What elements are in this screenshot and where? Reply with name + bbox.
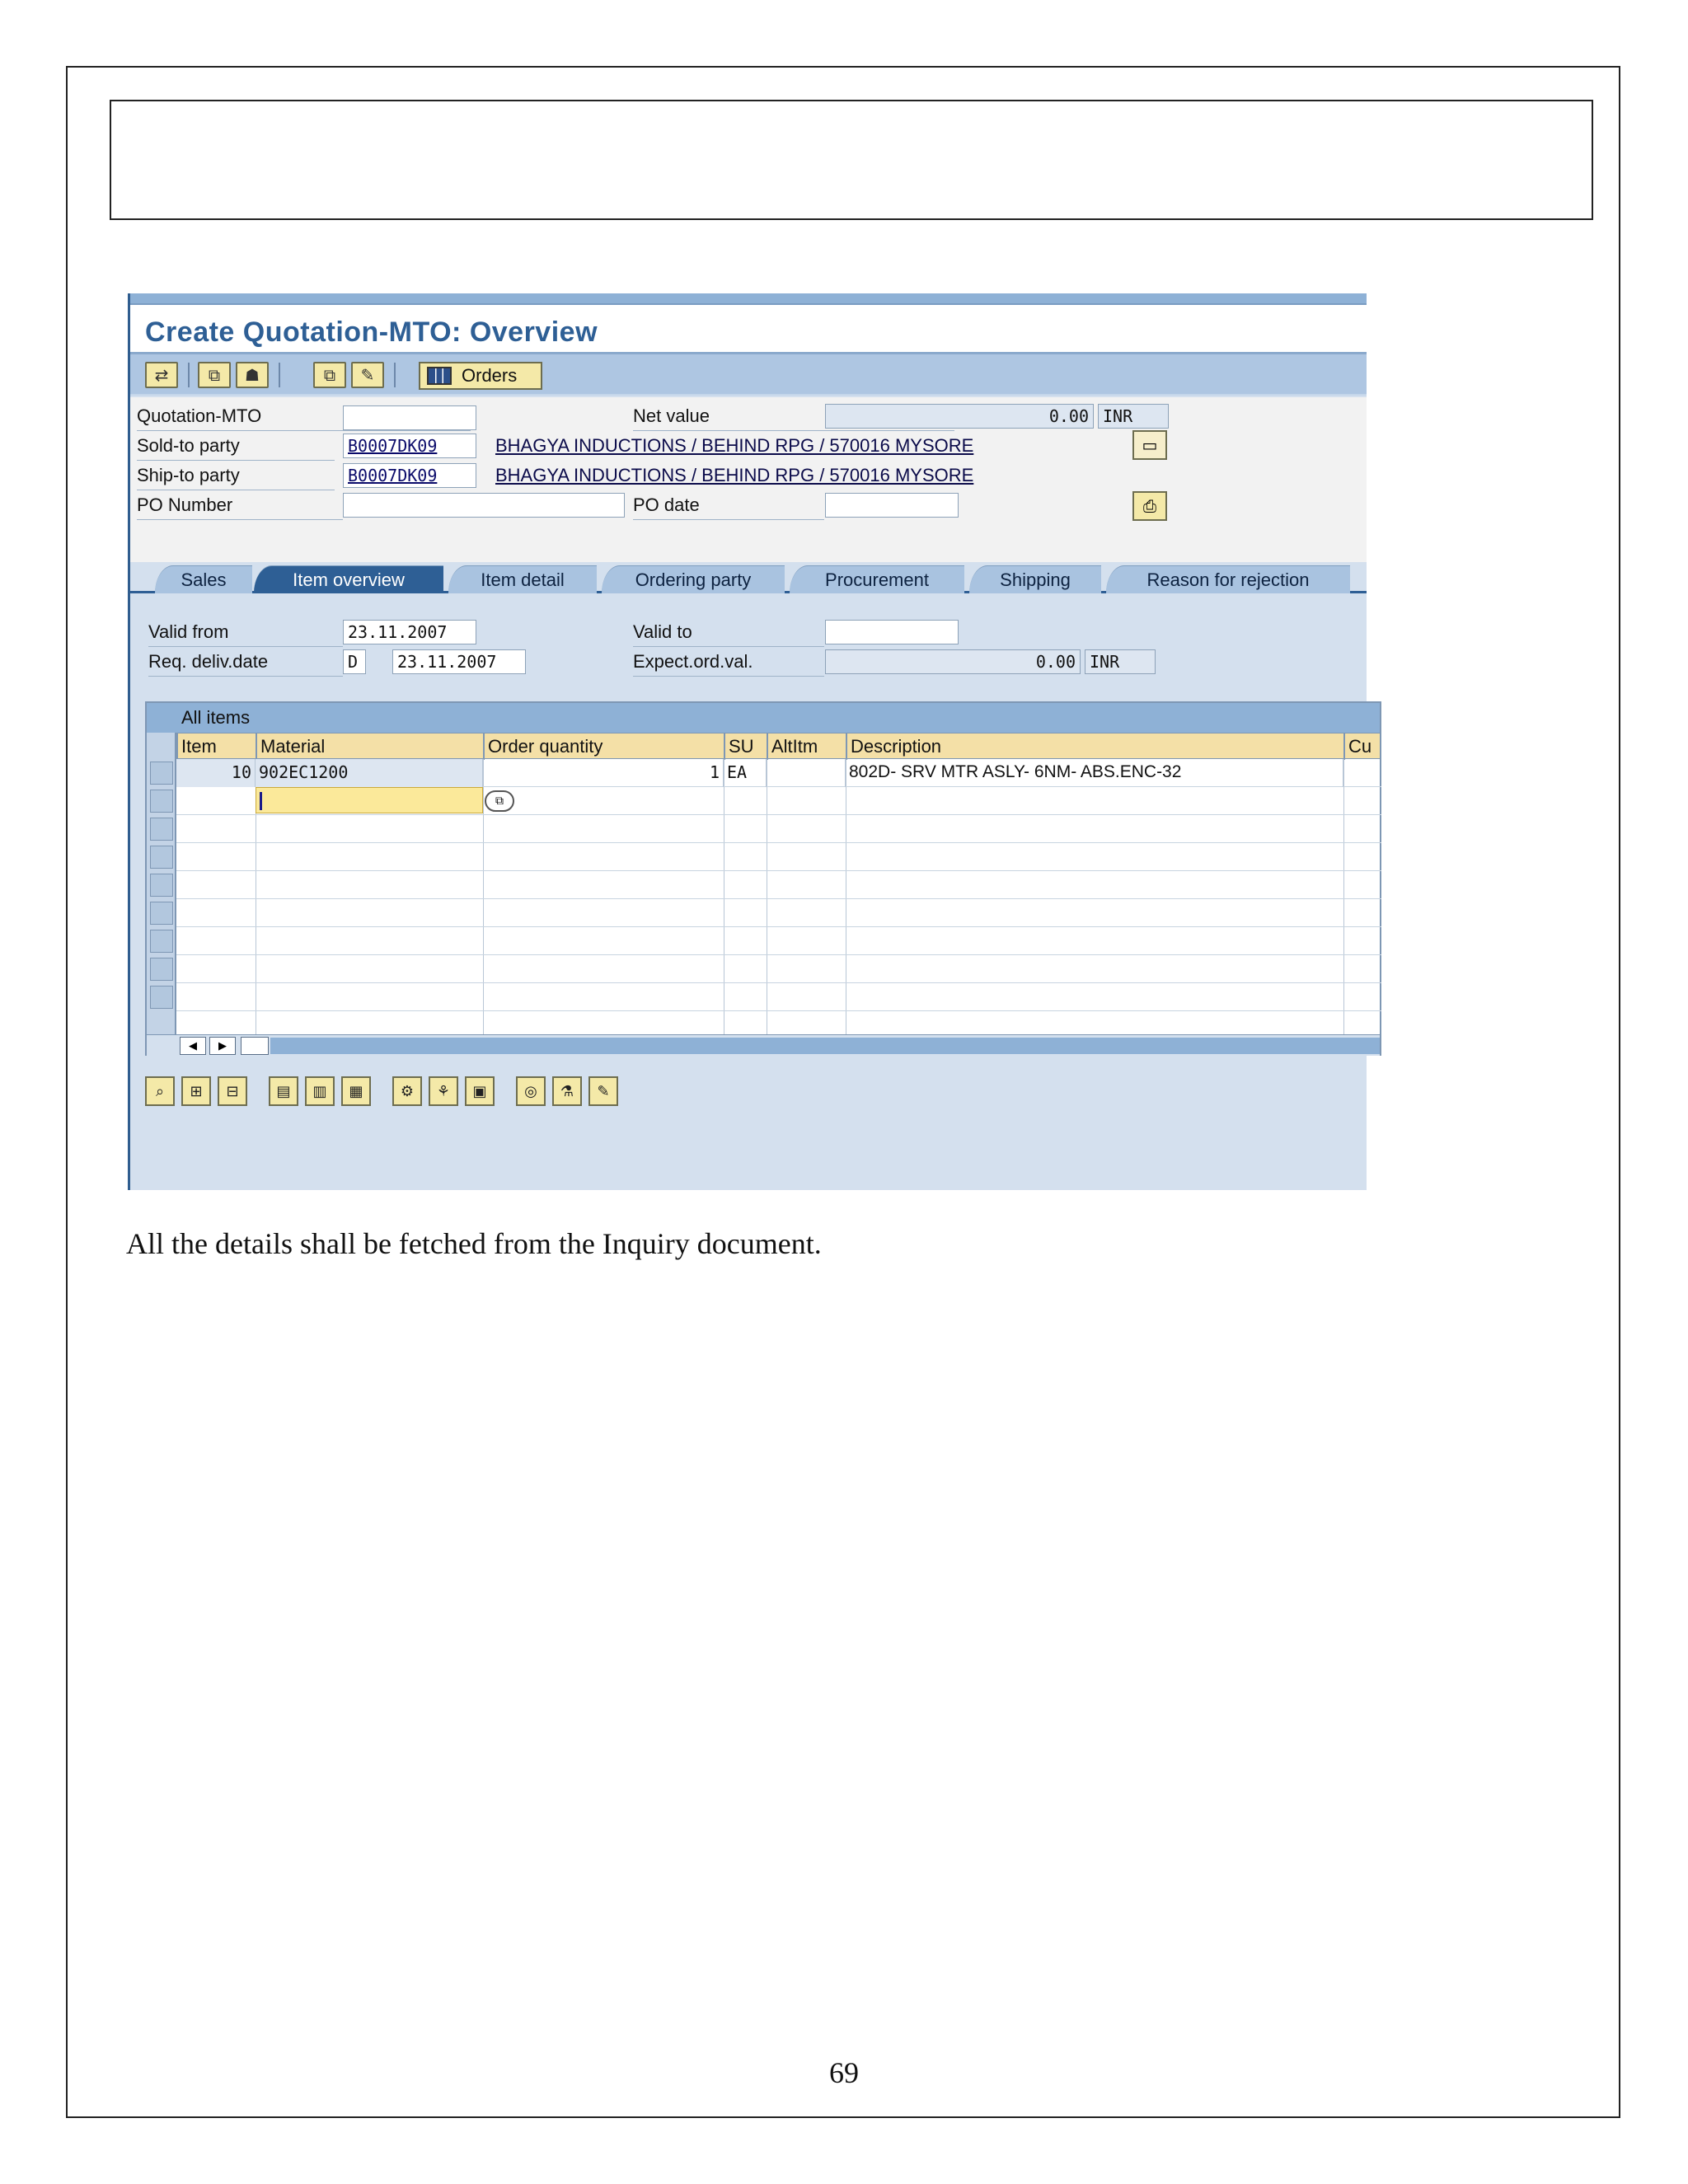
scroll-track[interactable] xyxy=(270,1038,1380,1054)
underline xyxy=(633,646,824,647)
row-selector[interactable] xyxy=(150,790,173,813)
table-row[interactable] xyxy=(176,759,1381,787)
tab-label: Item overview xyxy=(293,569,405,590)
configuration-icon[interactable]: ⚙ xyxy=(392,1076,422,1106)
column-header-cu[interactable]: Cu xyxy=(1343,733,1385,760)
orders-button-label: Orders xyxy=(462,365,518,386)
all-items-table xyxy=(145,701,1381,1056)
text-cursor xyxy=(260,792,262,810)
pricing-icon[interactable]: ▣ xyxy=(465,1076,495,1106)
table-button-group-4 xyxy=(516,1076,631,1108)
table-row[interactable] xyxy=(176,871,1381,899)
scroll-right-icon[interactable]: ▶ xyxy=(209,1037,236,1055)
sold-to-description[interactable]: BHAGYA INDUCTIONS / BEHIND RPG / 570016 MYSORE xyxy=(495,435,974,456)
table-button-group-1 xyxy=(145,1076,260,1108)
sold-to-field[interactable]: B0007DK09 xyxy=(343,434,476,458)
tab-item-overview[interactable] xyxy=(254,565,443,593)
description-cell[interactable]: 802D- SRV MTR ASLY- 6NM- ABS.ENC-32 xyxy=(846,759,1343,787)
req-deliv-date-label: Req. deliv.date xyxy=(148,651,269,672)
display-change-icon[interactable]: ⇄ xyxy=(145,362,178,388)
row-selector[interactable] xyxy=(150,818,173,841)
valid-from-field[interactable]: 23.11.2007 xyxy=(343,620,476,644)
column-header-altitm[interactable]: AltItm xyxy=(767,733,846,760)
underline xyxy=(633,676,824,677)
tab-label: Sales xyxy=(181,569,227,590)
quotation-number-field[interactable] xyxy=(343,405,476,430)
underline xyxy=(148,646,343,647)
structure-icon[interactable]: ⚘ xyxy=(429,1076,458,1106)
horizontal-scrollbar[interactable] xyxy=(147,1034,1380,1056)
schedule-lines-icon[interactable]: ◎ xyxy=(516,1076,546,1106)
tab-procurement[interactable] xyxy=(790,565,964,593)
table-button-group-3 xyxy=(392,1076,508,1108)
currency-field: INR xyxy=(1098,404,1169,429)
print-preview-icon[interactable]: ⎙ xyxy=(1132,491,1167,521)
po-number-field[interactable] xyxy=(343,493,625,518)
edit-text-icon[interactable]: ✎ xyxy=(588,1076,618,1106)
table-row[interactable] xyxy=(176,927,1381,955)
underline xyxy=(137,519,343,520)
scroll-left-icon[interactable]: ◀ xyxy=(180,1037,206,1055)
expect-ord-val-label: Expect.ord.val. xyxy=(633,651,753,672)
tab-item-detail[interactable] xyxy=(448,565,597,593)
column-header-description[interactable]: Description xyxy=(846,733,1343,760)
page-header-box xyxy=(110,100,1593,220)
net-value-field: 0.00 xyxy=(825,404,1094,429)
underline xyxy=(148,676,343,677)
tab-label: Ordering party xyxy=(635,569,752,590)
caption-text: All the details shall be fetched from the Inquiry document. xyxy=(126,1227,822,1260)
value-help-icon[interactable]: ⧉ xyxy=(485,790,514,812)
row-selector[interactable] xyxy=(150,902,173,925)
po-number-label: PO Number xyxy=(137,494,233,515)
ship-to-description[interactable]: BHAGYA INDUCTIONS / BEHIND RPG / 570016 MYSORE xyxy=(495,465,974,485)
tab-sales[interactable] xyxy=(155,565,252,593)
document-icon[interactable]: ▭ xyxy=(1132,430,1167,460)
sold-to-label: Sold-to party xyxy=(137,435,240,456)
net-value-label: Net value xyxy=(633,405,710,426)
quotation-label: Quotation-MTO xyxy=(137,405,262,426)
row-selector[interactable] xyxy=(150,762,173,785)
table-row[interactable] xyxy=(176,983,1381,1011)
valid-to-field[interactable] xyxy=(825,620,959,644)
delete-row-icon[interactable]: ⊟ xyxy=(218,1076,247,1106)
window-title: Create Quotation-MTO: Overview xyxy=(145,316,598,348)
orders-button[interactable] xyxy=(419,362,542,390)
tab-label: Reason for rejection xyxy=(1146,569,1310,590)
deselect-all-icon[interactable]: ▦ xyxy=(341,1076,371,1106)
row-selector[interactable] xyxy=(150,874,173,897)
table-button-group-2 xyxy=(269,1076,384,1108)
tab-ordering-party[interactable] xyxy=(602,565,785,593)
sap-screenshot xyxy=(128,293,1372,1190)
expect-ord-val-field: 0.00 xyxy=(825,649,1081,674)
tab-label: Shipping xyxy=(1000,569,1071,590)
scroll-thumb[interactable] xyxy=(241,1037,269,1055)
application-toolbar xyxy=(130,354,1367,396)
toolbar-separator xyxy=(394,363,396,387)
column-header-su[interactable]: SU xyxy=(724,733,767,760)
column-header-material[interactable]: Material xyxy=(256,733,483,760)
valid-from-label: Valid from xyxy=(148,621,229,642)
status-overview-icon[interactable]: ✎ xyxy=(351,362,384,388)
tab-strip xyxy=(130,562,1367,593)
document-flow-icon[interactable]: ⧉ xyxy=(313,362,346,388)
header-icon[interactable]: ⧉ xyxy=(198,362,231,388)
title-bar xyxy=(130,305,1367,354)
row-selector[interactable] xyxy=(150,958,173,981)
batch-determination-icon[interactable]: ⚗ xyxy=(552,1076,582,1106)
tab-label: Item detail xyxy=(481,569,565,590)
tab-reason-for-rejection[interactable] xyxy=(1106,565,1350,593)
item-cell[interactable]: 10 xyxy=(176,759,256,787)
ship-to-field[interactable]: B0007DK09 xyxy=(343,463,476,488)
underline xyxy=(633,430,954,431)
order-quantity-cell[interactable]: 1 xyxy=(483,759,724,787)
tab-shipping[interactable] xyxy=(969,565,1101,593)
table-row[interactable] xyxy=(176,899,1381,927)
ship-to-label: Ship-to party xyxy=(137,465,240,485)
material-input-cell[interactable] xyxy=(256,787,483,813)
select-block-icon[interactable]: ▥ xyxy=(305,1076,335,1106)
row-selector-column xyxy=(147,733,176,1034)
tab-label: Procurement xyxy=(825,569,929,590)
insert-row-icon[interactable]: ⊞ xyxy=(181,1076,211,1106)
table-row[interactable] xyxy=(176,843,1381,871)
column-header-item[interactable]: Item xyxy=(176,733,256,760)
column-header-order-quantity[interactable]: Order quantity xyxy=(483,733,724,760)
header-data-area xyxy=(130,397,1367,562)
row-selector[interactable] xyxy=(150,846,173,869)
underline xyxy=(137,430,471,431)
partner-icon[interactable]: ☗ xyxy=(236,362,269,388)
date-type-field[interactable]: D xyxy=(343,649,366,674)
valid-to-label: Valid to xyxy=(633,621,692,642)
po-date-field[interactable] xyxy=(825,493,959,518)
row-selector[interactable] xyxy=(150,986,173,1009)
row-selector[interactable] xyxy=(150,930,173,953)
table-grid-icon xyxy=(427,367,452,385)
expect-currency-field: INR xyxy=(1085,649,1156,674)
table-row[interactable] xyxy=(176,955,1381,983)
underline xyxy=(137,460,335,461)
page-number: 69 xyxy=(829,2056,859,2089)
select-all-icon[interactable]: ▤ xyxy=(269,1076,298,1106)
details-icon[interactable]: ⌕ xyxy=(145,1076,175,1106)
table-header xyxy=(147,733,1380,759)
toolbar-separator xyxy=(279,363,280,387)
table-title: All items xyxy=(147,703,1380,733)
material-cell[interactable]: 902EC1200 xyxy=(256,759,483,787)
menu-strip xyxy=(130,293,1367,305)
po-date-label: PO date xyxy=(633,494,700,515)
table-row[interactable] xyxy=(176,815,1381,843)
toolbar-separator xyxy=(188,363,190,387)
req-deliv-date-field[interactable]: 23.11.2007 xyxy=(392,649,526,674)
table-row[interactable] xyxy=(176,787,1381,815)
su-cell[interactable]: EA xyxy=(724,759,767,787)
underline xyxy=(633,519,824,520)
altitm-cell[interactable] xyxy=(767,759,846,787)
